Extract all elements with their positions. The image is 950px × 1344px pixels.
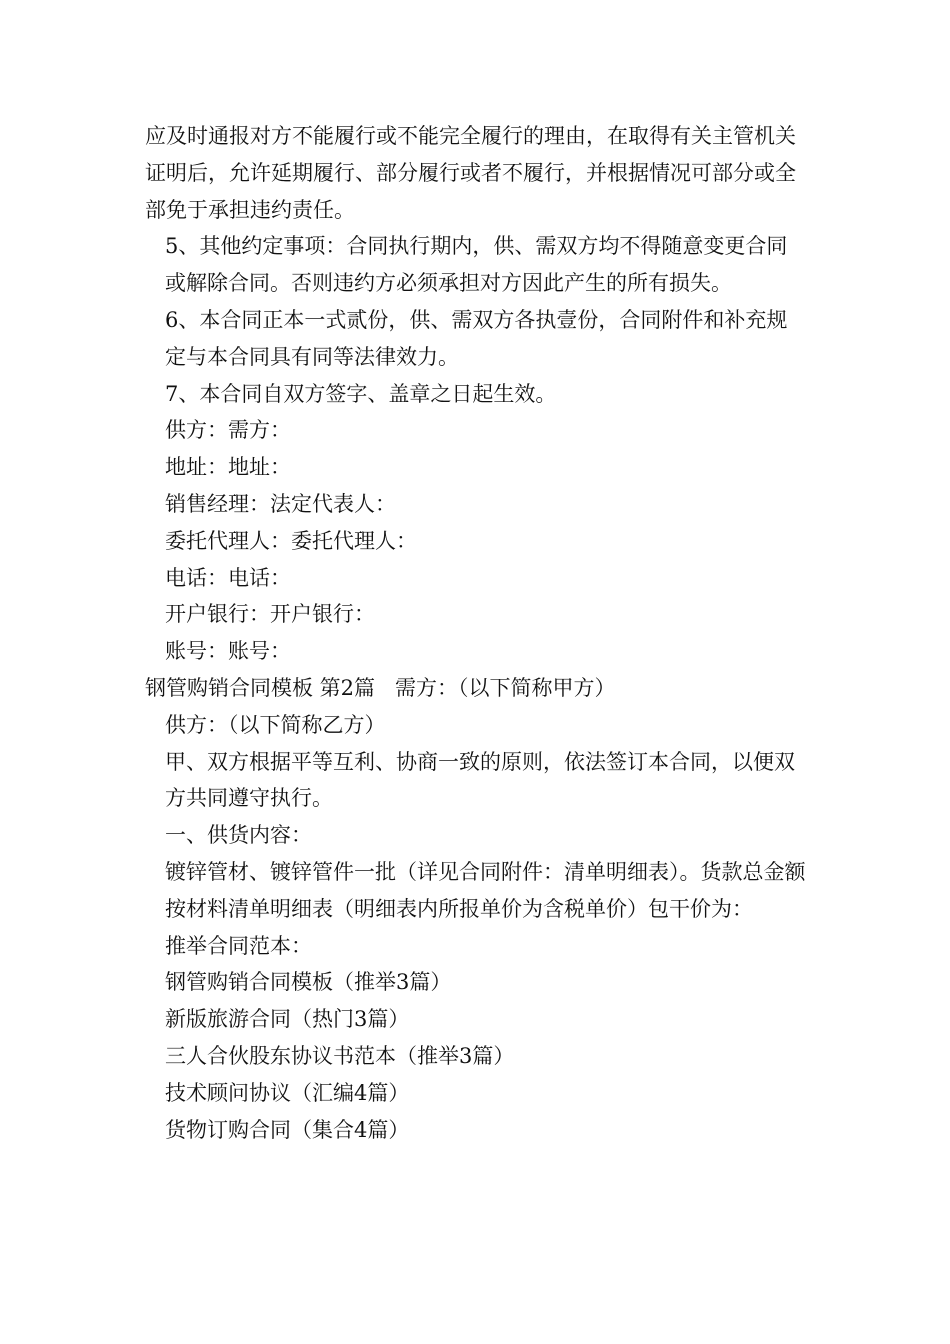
buyer-party-line: 需方：（以下简称甲方） — [395, 675, 616, 700]
recommend-item: 技术顾问协议（汇编4篇） — [165, 1080, 410, 1105]
recommend-item: 钢管购销合同模板（推举3篇） — [165, 970, 452, 995]
document-body — [145, 118, 807, 1148]
signature-agent: 委托代理人：委托代理人： — [165, 528, 417, 553]
section-title: 钢管购销合同模板 第2篇 — [145, 675, 376, 700]
recommend-item: 货物订购合同（集合4篇） — [165, 1117, 410, 1142]
paragraph-clause-7: 7、本合同自双方签字、盖章之日起生效。 — [165, 381, 557, 406]
signature-phone: 电话：电话： — [165, 565, 291, 590]
recommend-item: 新版旅游合同（热门3篇） — [165, 1007, 410, 1032]
paragraph-supply-detail: 镀锌管材、镀锌管件一批（详见合同附件：清单明细表）。货款总金额按材料清单明细表（明细表内所报单价为含税单价）包干价为： — [165, 859, 806, 921]
signature-representative: 销售经理：法定代表人： — [165, 491, 396, 516]
recommend-item: 三人合伙股东协议书范本（推举3篇） — [165, 1043, 515, 1068]
supplier-party-line: 供方：（以下简称乙方） — [165, 712, 386, 737]
section-heading-line — [145, 670, 807, 707]
heading-supply-content: 一、供货内容： — [165, 823, 312, 848]
signature-parties: 供方：需方： — [165, 418, 291, 443]
recommend-heading: 推举合同范本： — [165, 933, 312, 958]
signature-account: 账号：账号： — [165, 639, 291, 664]
signature-bank: 开户银行：开户银行： — [165, 602, 375, 627]
paragraph-principle: 甲、双方根据平等互利、协商一致的原则，依法签订本合同，以便双方共同遵守执行。 — [165, 749, 795, 811]
paragraph-force-majeure: 应及时通报对方不能履行或不能完全履行的理由，在取得有关主管机关证明后，允许延期履行、部分履行或者不履行，并根据情况可部分或全部免于承担违约责任。 — [145, 124, 796, 222]
paragraph-clause-5: 5、其他约定事项：合同执行期内，供、需双方均不得随意变更合同或解除合同。否则违约方必须承担对方因此产生的所有损失。 — [165, 234, 788, 296]
signature-address: 地址：地址： — [165, 455, 291, 480]
paragraph-clause-6: 6、本合同正本一式贰份，供、需双方各执壹份，合同附件和补充规定与本合同具有同等法律效力。 — [165, 307, 788, 369]
